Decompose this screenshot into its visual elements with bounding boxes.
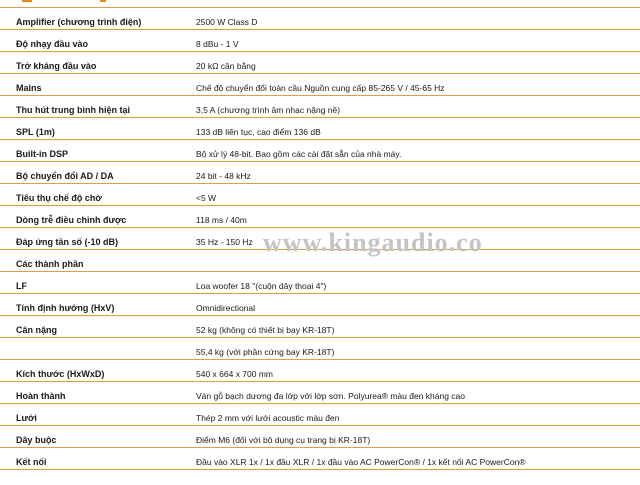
spec-row [0, 382, 640, 404]
spec-row [0, 74, 640, 96]
spec-row [0, 360, 640, 382]
spec-label: Thu hút trung bình hiện tại [16, 105, 130, 115]
spec-row [0, 316, 640, 338]
spec-value: 35 Hz - 150 Hz [196, 237, 253, 247]
spec-label: SPL (1m) [16, 127, 55, 137]
spec-label: Lưới [16, 413, 37, 423]
spec-row [0, 404, 640, 426]
spec-label: Kích thước (HxWxD) [16, 369, 105, 379]
spec-value: Điểm M6 (đối với bộ dụng cụ trang bị KR-18T) [196, 435, 371, 445]
spec-label: Amplifier (chương trình điện) [16, 17, 142, 27]
spec-label: Đáp ứng tần số (-10 dB) [16, 237, 119, 247]
spec-value: 2500 W Class D [196, 17, 258, 27]
spec-value: Thép 2 mm với lưới acoustic màu đen [196, 413, 340, 423]
spec-label: Built-in DSP [16, 149, 68, 159]
spec-value: 8 dBu - 1 V [196, 39, 239, 49]
top-accent-strip [0, 0, 640, 6]
spec-row [0, 294, 640, 316]
spec-label: Các thành phần [16, 259, 84, 269]
spec-label: Tiêu thụ chế độ chờ [16, 193, 102, 203]
accent-dash [22, 0, 32, 2]
spec-label: Cân nặng [16, 325, 58, 335]
spec-label: Kết nối [16, 457, 47, 467]
spec-row [0, 140, 640, 162]
spec-row [0, 30, 640, 52]
spec-value: Omnidirectional [196, 303, 256, 313]
spec-label: LF [16, 281, 27, 291]
spec-value: Bộ xử lý 48-bit. Bao gồm các cài đặt sẵn của nhà máy. [196, 149, 402, 159]
spec-value: <5 W [196, 193, 217, 203]
spec-row [0, 96, 640, 118]
spec-value: 52 kg (không có thiết bị bay KR-18T) [196, 325, 335, 335]
spec-label: Bộ chuyển đổi AD / DA [16, 171, 114, 181]
spec-value: 24 bit - 48 kHz [196, 171, 251, 181]
spec-value: Đầu vào XLR 1x / 1x đầu XLR / 1x đầu vào AC PowerCon® / 1x kết nối AC PowerCon® [196, 457, 526, 467]
spec-row [0, 338, 640, 360]
spec-row [0, 52, 640, 74]
spec-label: Mains [16, 83, 42, 93]
spec-label: Độ nhạy đầu vào [16, 39, 89, 49]
spec-value: 118 ms / 40m [196, 215, 247, 225]
spec-label: Tính định hướng (HxV) [16, 303, 115, 313]
spec-value: 133 dB liên tục, cao điểm 136 dB [196, 127, 321, 137]
spec-value: 540 x 664 x 700 mm [196, 369, 274, 379]
spec-label: Dòng trễ điều chỉnh được [16, 215, 127, 225]
watermark-text: www.kingaudio.co [263, 228, 483, 257]
spec-value: 20 kΩ cân bằng [196, 61, 256, 71]
spec-label: Dây buộc [16, 435, 57, 445]
accent-dash [100, 0, 106, 2]
spec-value: Ván gỗ bạch dương đa lớp với lớp sơn. Polyurea® màu đen kháng cao [196, 391, 466, 401]
spec-value: Chế độ chuyển đổi toàn cầu Nguồn cung cấp 85-265 V / 45-65 Hz [196, 83, 445, 93]
spec-row [0, 448, 640, 470]
spec-label [0, 338, 196, 346]
spec-row [0, 162, 640, 184]
spec-row [0, 8, 640, 30]
spec-row [0, 184, 640, 206]
spec-value: 3,5 A (chương trình âm nhạc nặng nề) [196, 105, 341, 115]
spec-value: 55,4 kg (với phần cứng bay KR-18T) [196, 347, 335, 357]
spec-value: Loa woofer 18 "(cuộn dây thoại 4") [196, 281, 327, 291]
spec-row [0, 206, 640, 228]
spec-row [0, 272, 640, 294]
spec-label: Hoàn thành [16, 391, 66, 401]
spec-label: Trở kháng đầu vào [16, 61, 97, 71]
spec-row [0, 118, 640, 140]
spec-row [0, 426, 640, 448]
